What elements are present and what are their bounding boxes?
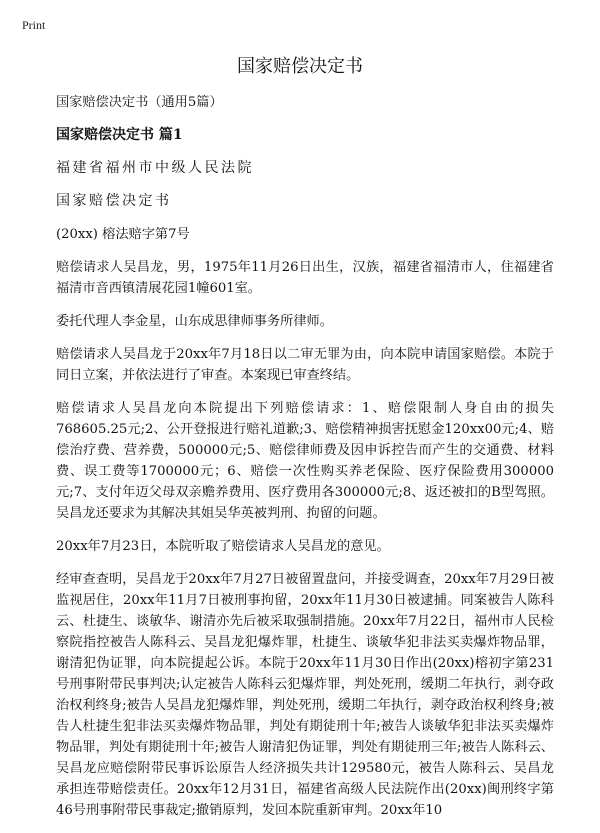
page-title: 国家赔偿决定书 [237, 56, 363, 77]
document-type: 国家赔偿决定书 [56, 193, 172, 209]
case-number: (20xx) 榕法赔字第7号 [56, 227, 190, 242]
paragraph-findings: 经审查查明，吴昌龙于20xx年7月27日被留置盘问，并接受调查，20xx年7月29日被监视居住，20xx年11月7日被刑事拘留，20xx年11月30日被逮捕。同案被告人陈科云、杜捷生、谈敏华、谢清亦先后被采取强制措施。20xx年7月22日，福州市人民检察院指控被告人陈科云、吴昌龙犯爆炸罪，杜捷生、谈敏华犯非法买卖爆炸物品罪，谢清犯伪证罪，向本院提起公诉。本院于20xx年11月30日作出(20xx)榕初字第231号刑事附带民事判决;认定被告人陈科云犯爆炸罪，判处死刑，缓期二年执行，剥夺政治权利终身;被告人吴昌龙犯爆炸罪，判处死刑，缓期二年执行，剥夺政治权利终身;被告人杜捷生犯非法买卖爆炸物品罪，判处有期徒刑十年;被告人谈敏华犯非法买卖爆炸物品罪，判处有期徒刑十年;被告人谢清犯伪证罪，判处有期徒刑三年;被告人陈科云、吴昌龙应赔偿附带民事诉讼原告人经济损失共计129580元，被告人陈科云、吴昌龙承担连带赔偿责任。20xx年12月31日，福建省高级人民法院作出(20xx)闽刑终字第46号刑事附带民事裁定;撤销原判，发回本院重新审判。20xx年10 [56, 572, 554, 818]
paragraph-hearing: 20xx年7月23日，本院听取了赔偿请求人吴昌龙的意见。 [56, 539, 390, 554]
section-heading: 国家赔偿决定书 篇1 [56, 127, 183, 143]
paragraph-application: 赔偿请求人吴昌龙于20xx年7月18日以二审无罪为由，向本院申请国家赔偿。本院于同日立案，并依法进行了审查。本案现已审查终结。 [56, 347, 554, 383]
court-name: 福建省福州市中级人民法院 [56, 160, 254, 176]
print-link[interactable]: Print [22, 18, 46, 32]
paragraph-claimant: 赔偿请求人吴昌龙，男，1975年11月26日出生，汉族，福建省福清市人，住福建省福清市音西镇清展花园1幢601室。 [56, 260, 554, 296]
paragraph-claims: 赔偿请求人吴昌龙向本院提出下列赔偿请求：1、赔偿限制人身自由的损失768605.25元;2、公开登报进行赔礼道歉;3、赔偿精神损害抚慰金120xx00元;4、赔偿治疗费、营养费，500000元;5、赔偿律师费及因申诉控告而产生的交通费、材料费、误工费等1700000元；6、赔偿一次性购买养老保险、医疗保险费用300000元;7、支付年迈父母双亲赡养费用、医疗费用各300000元;8、返还被扣的B型驾照。吴昌龙还要求为其解决其姐吴华英被判刑、拘留的问题。 [56, 401, 554, 521]
document-body [56, 92, 554, 833]
paragraph-agent: 委托代理人李金星，山东成思律师事务所律师。 [56, 314, 333, 329]
document-subtitle: 国家赔偿决定书（通用5篇） [56, 95, 223, 110]
